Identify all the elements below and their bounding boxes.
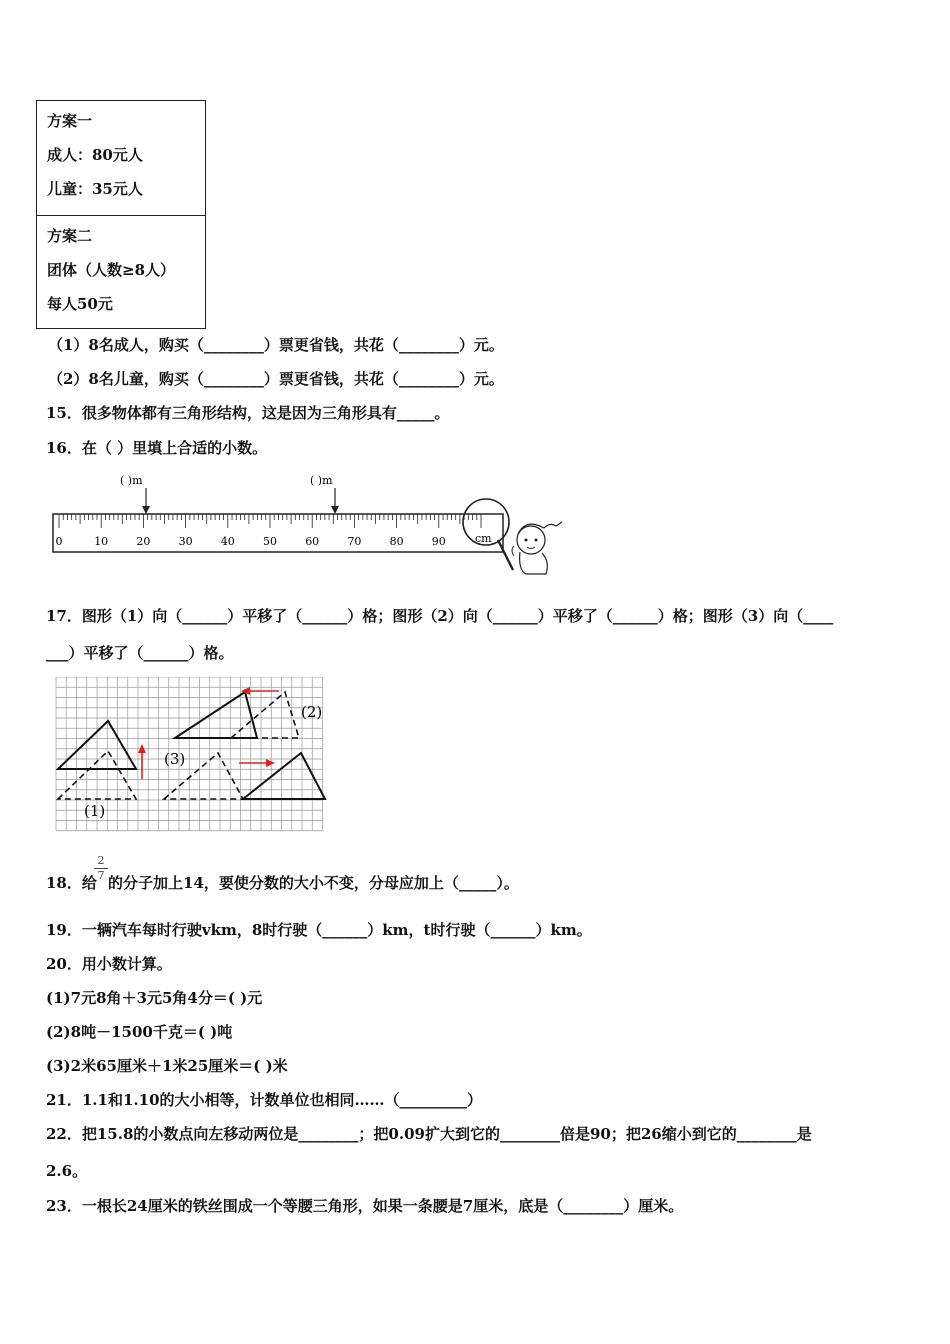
shape-label-1: (1) [84, 802, 106, 820]
question-19: 19．一辆汽车每时行驶vkm，8时行驶（______）km，t时行驶（______）km。 [46, 921, 592, 939]
plan1-adult-price: 成人：80元人 [47, 146, 143, 164]
question-14-2: （2）8名儿童，购买（________）票更省钱，共花（________）元。 [48, 370, 504, 388]
triangle-2-original [175, 692, 257, 738]
plan-divider [37, 215, 205, 216]
question-17-line-1: 17．图形（1）向（______）平移了（______）格；图形（2）向（______）平移了（______）格；图形（3）向（____ [46, 607, 834, 625]
question-23: 23．一根长24厘米的铁丝围成一个等腰三角形，如果一条腰是7厘米，底是（________）厘米。 [46, 1197, 684, 1215]
ruler-unit: cm [475, 532, 492, 545]
ruler-tick-label: 30 [178, 535, 193, 548]
ruler-tick-label: 20 [136, 535, 151, 548]
fraction-denominator: 7 [97, 869, 105, 882]
ruler-blank-2: ( )m [310, 474, 333, 487]
ruler-arrowhead-2 [331, 506, 339, 514]
plan1-child-price: 儿童：35元人 [47, 180, 143, 198]
plan2-title: 方案二 [47, 227, 93, 245]
magnifier-handle [498, 540, 513, 570]
arrowhead-right-red [266, 759, 275, 767]
girl-illustration [512, 522, 562, 574]
ruler-blank-1: ( )m [120, 474, 143, 487]
triangle-3-moved [243, 753, 325, 799]
ruler-tick-label: 40 [220, 535, 235, 548]
question-20: 20．用小数计算。 [46, 955, 172, 973]
plan2-group-condition: 团体（人数≥8人） [47, 261, 176, 279]
question-15: 15．很多物体都有三角形结构，这是因为三角形具有_____。 [46, 404, 450, 422]
plan2-price: 每人50元 [47, 295, 113, 313]
fraction-two-sevenths [94, 855, 108, 882]
ruler-tick-label: 90 [431, 535, 446, 548]
ruler-tick-label: 50 [263, 535, 277, 548]
question-20-3: (3)2米65厘米＋1米25厘米＝( )米 [46, 1057, 288, 1075]
ruler-figure [48, 470, 573, 580]
question-18-prefix: 18．给 [46, 874, 97, 892]
ruler-tick-label: 10 [94, 535, 109, 548]
question-22-line-1: 22．把15.8的小数点向左移动两位是________；把0.09扩大到它的________倍是90；把26缩小到它的________是 [46, 1125, 812, 1143]
question-18-text: 的分子加上14，要使分数的大小不变，分母应加上（_____）。 [108, 874, 519, 892]
question-20-2: (2)8吨－1500千克＝( )吨 [46, 1023, 233, 1041]
ruler-arrowhead-1 [142, 506, 150, 514]
question-17-line-2: ___）平移了（______）格。 [46, 644, 234, 662]
question-16: 16．在（ ）里填上合适的小数。 [46, 439, 268, 457]
ruler-tick-label: 60 [305, 535, 320, 548]
plan1-title: 方案一 [47, 112, 93, 130]
question-20-1: (1)7元8角＋3元5角4分＝( )元 [46, 989, 263, 1007]
triangle-2-moved [231, 692, 299, 738]
shape-label-3: (3) [164, 750, 186, 768]
translation-grid-figure [54, 677, 329, 832]
question-21: 21．1.1和1.10的大小相等，计数单位也相同……（_________） [46, 1091, 483, 1109]
ruler-tick-label: 70 [347, 535, 362, 548]
ruler-tick-label: 0 [55, 535, 63, 548]
fraction-numerator: 2 [97, 854, 105, 867]
question-14-1: （1）8名成人，购买（________）票更省钱，共花（________）元。 [48, 336, 504, 354]
shape-label-2: (2) [301, 703, 323, 721]
ruler-tick-label: 80 [389, 535, 404, 548]
question-22-line-2: 2.6。 [46, 1162, 88, 1180]
ticket-plan-box [36, 100, 206, 329]
